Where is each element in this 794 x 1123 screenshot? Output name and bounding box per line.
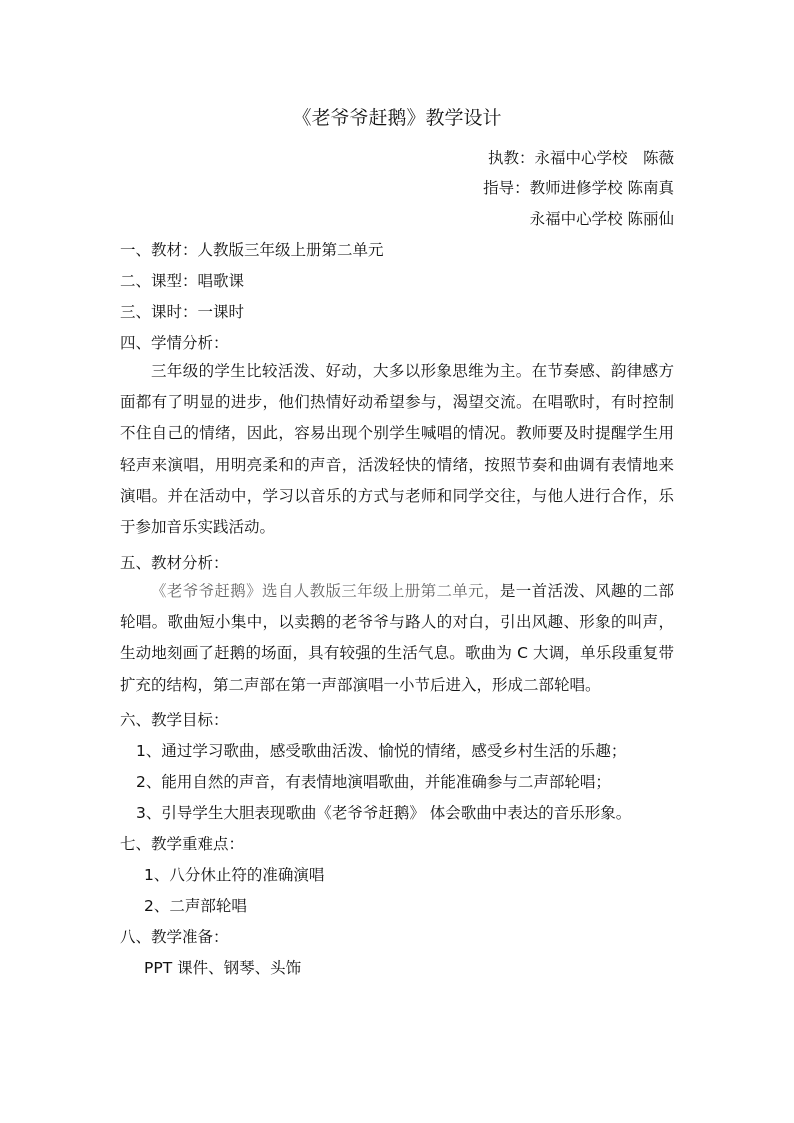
section-material: 一、教材：人教版三年级上册第二单元	[120, 241, 384, 259]
advisor-credit-1: 指导：教师进修学校 陈南真	[483, 179, 674, 197]
section-preparation-heading: 八、教学准备：	[120, 928, 229, 946]
advisor-credit-2: 永福中心学校 陈丽仙	[529, 210, 674, 228]
goal-item-2: 2、能用自然的声音，有表情地演唱歌曲，并能准确参与二声部轮唱；	[136, 773, 611, 791]
material-analysis-paragraph	[120, 576, 674, 701]
document-title: 《老爷爷赶鹅》教学设计	[292, 107, 502, 129]
key-point-item-2: 2、二声部轮唱	[144, 897, 247, 915]
student-analysis-paragraph: 三年级的学生比较活泼、好动，大多以形象思维为主。在节奏感、韵律感方面都有了明显的进步，他们热情好动希望参与，渴望交流。在唱歌时，有时控制不住自己的情绪，因此，容易出现个别学生喊唱的情况。教师要及时提醒学生用轻声来演唱，用明亮柔和的声音，活泼轻快的情绪，按照节奏和曲调有表情地来演唱。并在活动中，学习以音乐的方式与老师和同学交往，与他人进行合作，乐于参加音乐实践活动。	[120, 362, 674, 537]
section-lesson-type: 二、课型：唱歌课	[120, 272, 245, 290]
song-source-text: 《老爷爷赶鹅》选自人教版三年级上册第二单元，	[151, 582, 500, 600]
section-goals-heading: 六、教学目标：	[120, 711, 229, 729]
section-material-analysis-heading: 五、教材分析：	[120, 554, 229, 572]
section-key-points-heading: 七、教学重难点：	[120, 835, 245, 853]
teacher-credit: 执教：永福中心学校 陈薇	[487, 149, 674, 167]
preparation-text: PPT 课件、钢琴、头饰	[144, 959, 302, 977]
key-point-item-1: 1、八分休止符的准确演唱	[144, 866, 325, 884]
goal-item-3: 3、引导学生大胆表现歌曲《老爷爷赶鹅》 体会歌曲中表达的音乐形象。	[136, 804, 632, 822]
goal-item-1: 1、通过学习歌曲，感受歌曲活泼、愉悦的情绪，感受乡村生活的乐趣；	[136, 742, 627, 760]
section-student-analysis-heading: 四、学情分析：	[120, 334, 229, 352]
section-lesson-time: 三、课时：一课时	[120, 303, 245, 321]
material-analysis-text: 是一首活泼、风趣的二部轮唱。歌曲短小集中，以卖鹅的老爷爷与路人的对白，引出风趣、形象的叫声，生动地刻画了赶鹅的场面，具有较强的生活气息。歌曲为 C 大调，单乐段重复带扩充的结构，第二声部在第一声部演唱一小节后进入，形成二部轮唱。	[120, 582, 674, 694]
